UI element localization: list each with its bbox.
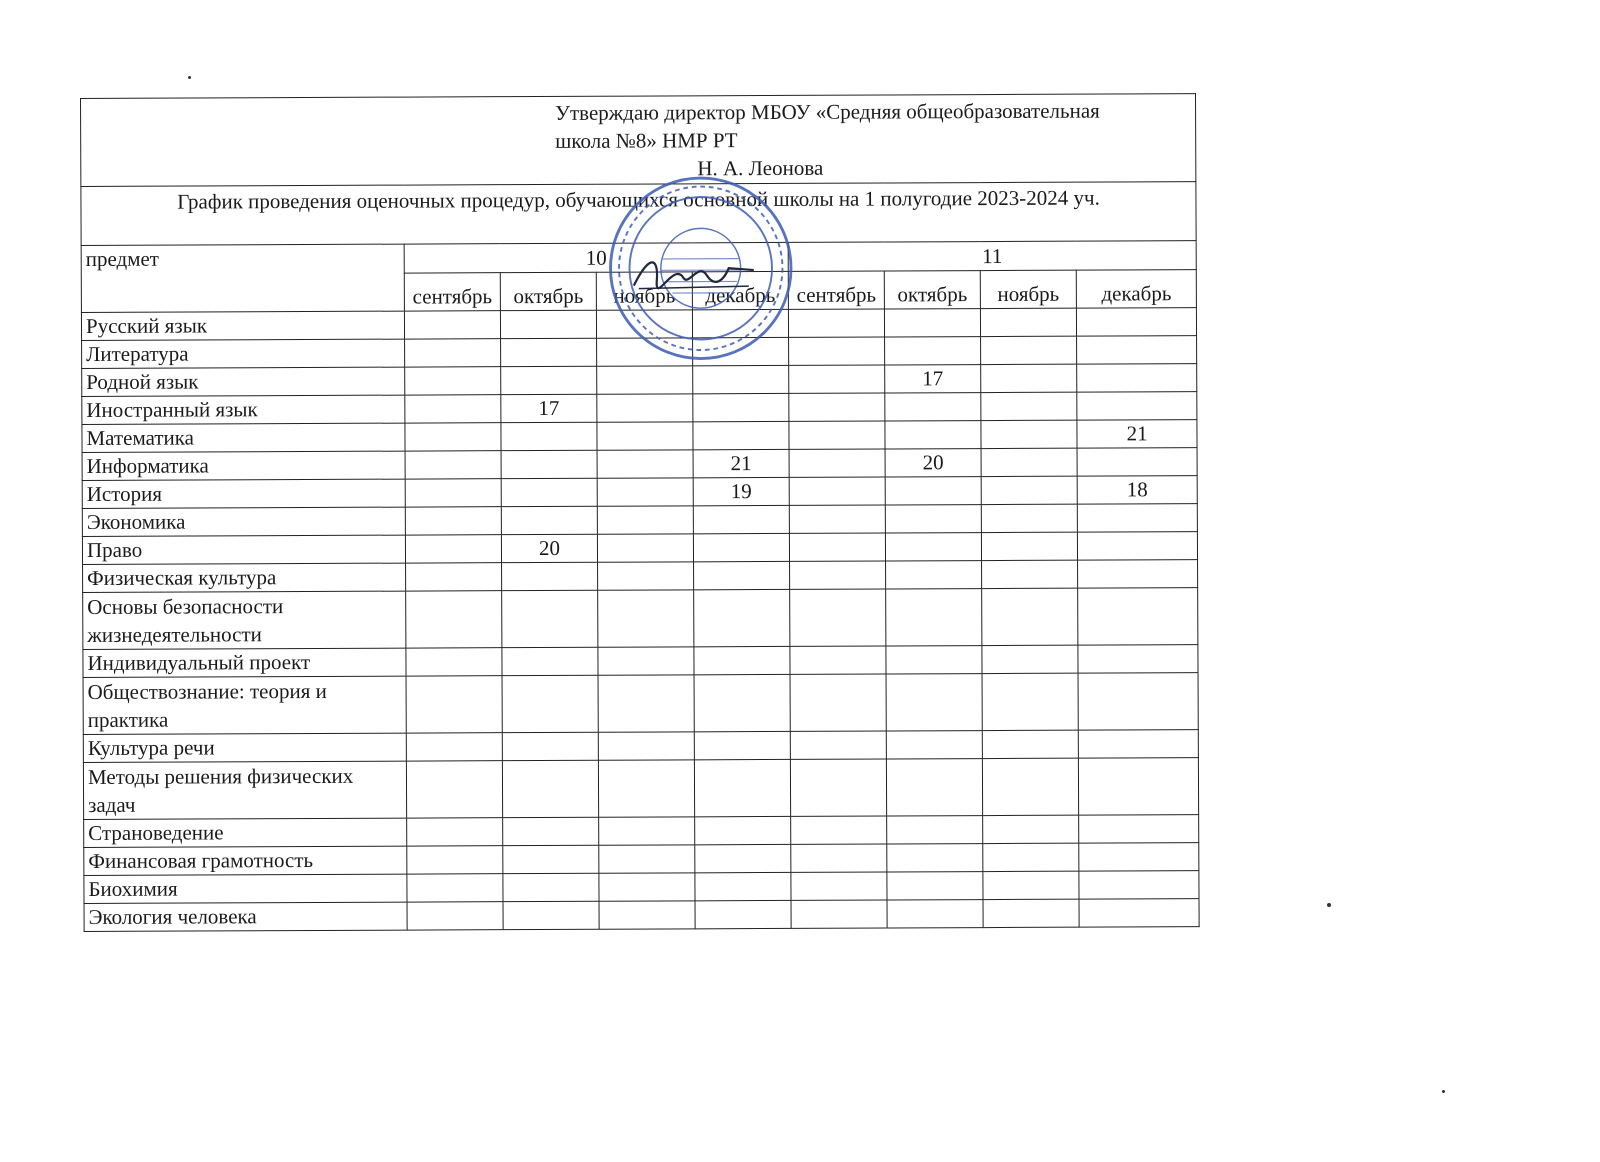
date-cell: [404, 311, 500, 339]
date-cell: [503, 873, 599, 901]
date-cell: [598, 760, 694, 817]
date-cell: [407, 902, 503, 930]
date-cell: [791, 872, 887, 900]
subject-cell: Математика: [82, 423, 405, 452]
subject-cell: Информатика: [82, 451, 405, 480]
month-header-g10-0: сентябрь: [404, 273, 500, 311]
subject-line: Методы решения физических: [87, 763, 354, 789]
date-cell: [983, 843, 1079, 871]
date-cell: [1077, 504, 1197, 533]
date-cell: [981, 504, 1077, 532]
subject-cell: Страноведение: [84, 818, 407, 847]
date-cell: [405, 423, 501, 451]
date-cell: [981, 476, 1077, 504]
date-cell: [597, 450, 693, 478]
date-cell: [693, 505, 789, 533]
date-cell: 20: [885, 449, 981, 477]
schedule-sheet: [80, 93, 1199, 932]
subject-line: Обществознание: теория и: [87, 678, 327, 704]
date-cell: [1079, 871, 1199, 900]
date-cell: [597, 534, 693, 562]
subject-cell: [83, 591, 406, 649]
subject-cell: [83, 676, 406, 734]
date-cell: [503, 901, 599, 929]
date-cell: [1078, 758, 1198, 816]
date-cell: [1077, 392, 1197, 421]
date-cell: [1078, 673, 1198, 731]
table-row: [83, 758, 1198, 820]
date-cell: 20: [501, 534, 597, 562]
date-cell: [982, 673, 1078, 730]
date-cell: [695, 872, 791, 900]
date-cell: [982, 730, 1078, 758]
date-cell: [693, 533, 789, 561]
date-cell: [500, 310, 596, 338]
date-cell: [982, 560, 1078, 588]
approval-block: [81, 94, 1196, 187]
table-row: [83, 673, 1198, 735]
subject-cell: Индивидуальный проект: [83, 648, 406, 677]
date-cell: [1078, 588, 1198, 646]
date-cell: [693, 337, 789, 365]
date-cell: [598, 562, 694, 590]
date-cell: [599, 817, 695, 845]
date-cell: [695, 900, 791, 928]
date-cell: [598, 590, 694, 647]
date-cell: [790, 731, 886, 759]
grade-10-header: 10: [404, 242, 788, 273]
date-cell: [502, 562, 598, 590]
date-cell: [597, 422, 693, 450]
date-cell: [694, 589, 790, 646]
approval-line-2: школа №8» НМР РТ: [555, 128, 738, 153]
date-cell: [789, 337, 885, 365]
date-cell: [406, 676, 502, 733]
date-cell: [886, 561, 982, 589]
date-cell: [886, 759, 982, 816]
date-cell: [501, 422, 597, 450]
date-cell: 21: [693, 449, 789, 477]
date-cell: [503, 845, 599, 873]
date-cell: [791, 816, 887, 844]
date-cell: [502, 732, 598, 760]
scan-speck: [1442, 1090, 1445, 1093]
date-cell: [1079, 815, 1199, 844]
date-cell: [597, 478, 693, 506]
date-cell: [406, 591, 502, 648]
subject-cell: Литература: [82, 339, 405, 368]
date-cell: [596, 310, 692, 338]
date-cell: 19: [693, 477, 789, 505]
date-cell: [694, 731, 790, 759]
date-cell: [885, 337, 981, 365]
date-cell: [789, 393, 885, 421]
date-cell: [981, 420, 1077, 448]
date-cell: [788, 309, 884, 337]
date-cell: [501, 478, 597, 506]
date-cell: [981, 532, 1077, 560]
date-cell: [405, 451, 501, 479]
date-cell: [599, 873, 695, 901]
date-cell: [981, 336, 1077, 364]
date-cell: [887, 844, 983, 872]
date-cell: [791, 844, 887, 872]
date-cell: [981, 448, 1077, 476]
subject-line: задач: [88, 792, 136, 817]
date-cell: [982, 645, 1078, 673]
date-cell: [405, 395, 501, 423]
date-cell: [407, 846, 503, 874]
month-header-g11-2: ноябрь: [980, 270, 1076, 308]
date-cell: [503, 817, 599, 845]
approval-signatory: Н. А. Леонова: [697, 155, 824, 181]
date-cell: [886, 731, 982, 759]
scan-speck: [188, 76, 191, 79]
subject-cell: Культура речи: [83, 733, 406, 762]
date-cell: [982, 758, 1078, 815]
date-cell: [982, 588, 1078, 645]
date-cell: 17: [885, 365, 981, 393]
date-cell: [502, 647, 598, 675]
date-cell: [885, 505, 981, 533]
date-cell: [502, 675, 598, 732]
date-cell: 18: [1077, 476, 1197, 505]
date-cell: [598, 675, 694, 732]
grade-11-header: 11: [788, 241, 1196, 272]
subject-cell: Биохимия: [84, 874, 407, 903]
date-cell: [790, 589, 886, 646]
date-cell: [597, 394, 693, 422]
date-cell: [791, 900, 887, 928]
month-header-g11-1: октябрь: [884, 271, 980, 309]
date-cell: [1078, 730, 1198, 759]
date-cell: [501, 366, 597, 394]
month-header-g11-3: декабрь: [1076, 270, 1196, 309]
scan-speck: [1327, 903, 1331, 907]
date-cell: [983, 815, 1079, 843]
date-cell: [695, 816, 791, 844]
date-cell: [885, 421, 981, 449]
month-header-g10-2: ноябрь: [596, 272, 692, 310]
date-cell: [885, 393, 981, 421]
date-cell: [407, 874, 503, 902]
date-cell: [886, 674, 982, 731]
date-cell: [597, 366, 693, 394]
date-cell: [406, 648, 502, 676]
date-cell: [1077, 532, 1197, 561]
date-cell: [887, 872, 983, 900]
date-cell: [694, 561, 790, 589]
date-cell: [597, 506, 693, 534]
subject-line: Основы безопасности: [87, 594, 284, 619]
date-cell: [1078, 560, 1198, 589]
date-cell: [406, 563, 502, 591]
subject-cell: Физическая культура: [83, 563, 406, 592]
date-cell: [598, 732, 694, 760]
date-cell: [790, 561, 886, 589]
approval-line-1: Утверждаю директор МБОУ «Средняя общеобразовательная: [555, 98, 1100, 125]
month-header-g11-0: сентябрь: [788, 271, 884, 309]
date-cell: [502, 760, 598, 817]
date-cell: [887, 816, 983, 844]
date-cell: [884, 309, 980, 337]
date-cell: [405, 339, 501, 367]
date-cell: [599, 845, 695, 873]
schedule-table: [80, 93, 1200, 932]
date-cell: 21: [1077, 420, 1197, 449]
subject-cell: Русский язык: [81, 311, 404, 340]
month-header-g10-1: октябрь: [500, 272, 596, 310]
date-cell: [693, 365, 789, 393]
date-cell: [406, 761, 502, 818]
date-cell: [983, 899, 1079, 927]
date-cell: [789, 421, 885, 449]
date-cell: [1079, 899, 1199, 928]
date-cell: [1078, 645, 1198, 674]
date-cell: [405, 479, 501, 507]
date-cell: [789, 533, 885, 561]
date-cell: [983, 871, 1079, 899]
date-cell: 17: [501, 394, 597, 422]
subject-cell: Экология человека: [84, 902, 407, 931]
date-cell: [885, 533, 981, 561]
date-cell: [693, 421, 789, 449]
date-cell: [1077, 448, 1197, 477]
subject-line: жизнедеятельности: [87, 622, 262, 647]
subject-cell: Родной язык: [82, 367, 405, 396]
month-header-g10-3: декабрь: [692, 271, 788, 309]
date-cell: [885, 477, 981, 505]
subject-header: предмет: [81, 244, 404, 312]
subject-cell: [83, 761, 406, 819]
date-cell: [694, 759, 790, 816]
date-cell: [693, 393, 789, 421]
date-cell: [599, 901, 695, 929]
date-cell: [1076, 308, 1196, 337]
date-cell: [405, 535, 501, 563]
date-cell: [407, 818, 503, 846]
subject-cell: Экономика: [82, 507, 405, 536]
date-cell: [692, 309, 788, 337]
date-cell: [887, 900, 983, 928]
date-cell: [405, 367, 501, 395]
date-cell: [980, 308, 1076, 336]
table-row: [83, 588, 1198, 650]
document-title: График проведения оценочных процедур, обучающихся основной школы на 1 полугодие 2023-2024 уч.: [81, 182, 1196, 246]
date-cell: [790, 646, 886, 674]
date-cell: [598, 647, 694, 675]
date-cell: [886, 646, 982, 674]
date-cell: [789, 365, 885, 393]
subject-line: практика: [87, 707, 169, 732]
date-cell: [1077, 336, 1197, 365]
subject-cell: Иностранный язык: [82, 395, 405, 424]
date-cell: [981, 364, 1077, 392]
subject-cell: История: [82, 479, 405, 508]
date-cell: [1077, 364, 1197, 393]
subject-cell: Право: [82, 535, 405, 564]
date-cell: [695, 844, 791, 872]
date-cell: [790, 759, 886, 816]
date-cell: [501, 338, 597, 366]
date-cell: [789, 477, 885, 505]
date-cell: [406, 733, 502, 761]
date-cell: [789, 449, 885, 477]
subject-cell: Финансовая грамотность: [84, 846, 407, 875]
date-cell: [501, 450, 597, 478]
date-cell: [502, 590, 598, 647]
date-cell: [694, 646, 790, 674]
date-cell: [789, 505, 885, 533]
date-cell: [694, 674, 790, 731]
table-row: [84, 899, 1199, 932]
date-cell: [790, 674, 886, 731]
date-cell: [501, 506, 597, 534]
date-cell: [405, 507, 501, 535]
date-cell: [597, 338, 693, 366]
date-cell: [1079, 843, 1199, 872]
date-cell: [981, 392, 1077, 420]
date-cell: [886, 589, 982, 646]
